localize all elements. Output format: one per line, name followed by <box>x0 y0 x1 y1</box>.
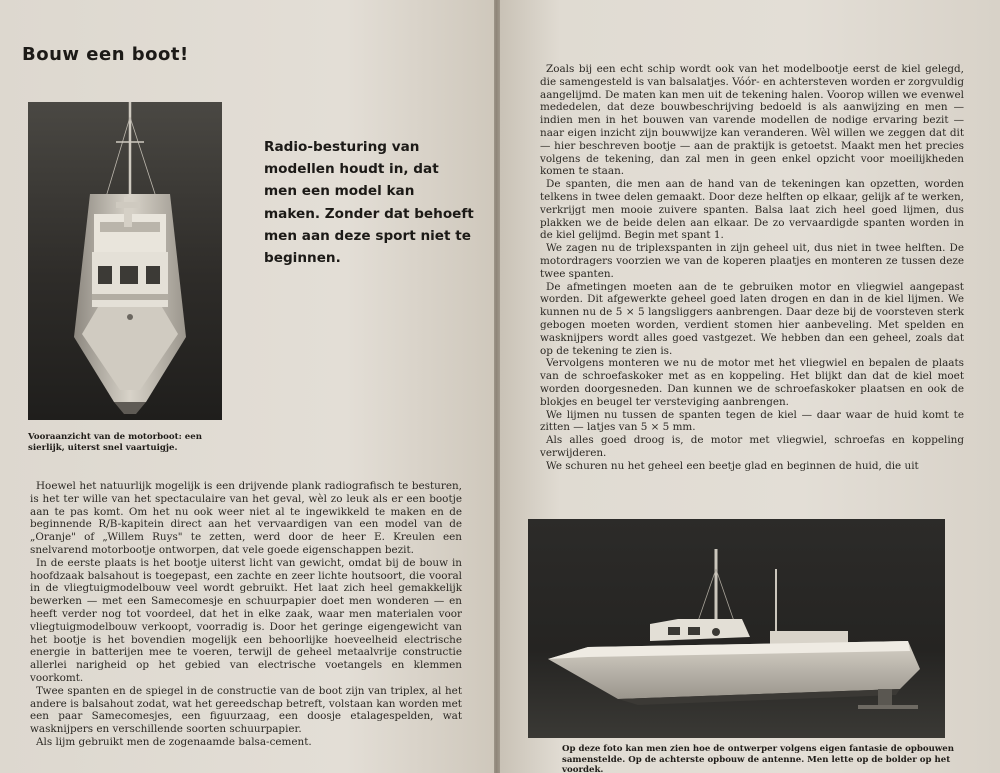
paragraph: De afmetingen moeten aan de te gebruiken motor en vliegwiel aangepast worden. Dit afgewerkte geheel goed laten drogen en dan in de kiel lijmen. We kunnen nu de 5 × 5 langsliggers aanbrengen. Daar deze bij de voorsteven sterk gebogen moeten worden, verdient stomen hier aanbeveling. Met spelden en wasknijpers wordt alles goed vastgezet. We hebben dan een geheel, zoals dat op de tekening te zien is. <box>540 280 964 357</box>
left-page <box>0 0 494 773</box>
paragraph: De spanten, die men aan de hand van de tekeningen kan opzetten, worden telkens in twee delen gemaakt. Door deze helften op elkaar, gelijk af te werken, verkrijgt men mooie zuivere spanten. Balsa laat zich heel goed lijmen, dus plakken we de beide delen aan elkaar. De zo vervaardigde spanten worden in de kiel gelijmd. Begin met spant 1. <box>540 178 964 242</box>
left-body-text <box>30 480 462 749</box>
right-page <box>500 0 1000 773</box>
paragraph: Als alles goed droog is, de motor met vliegwiel, schroefas en koppeling verwijderen. <box>540 434 964 459</box>
boat-front-photo <box>28 102 222 420</box>
paragraph: Zoals bij een echt schip wordt ook van het modelbootje eerst de kiel gelegd, die samengesteld is van balsalatjes. Vóór- en achtersteven worden er zorgvuldig aangelijmd. De maten kan men uit de tekening halen. Voorop willen we evenwel mededelen, dat deze bouwbeschrijving bedoeld is als aanwijzing en men — indien men in het bouwen van varende modellen de nodige ervaring bezit — naar eigen inzicht zijn bouwwijze kan veranderen. Wèl willen we zeggen dat dit — hier beschreven bootje — aan de praktijk is getoetst. Maakt men het precies volgens de tekening, dan zal men in geen enkel opzicht voor moeilijkheden komen te staan. <box>540 63 964 178</box>
paragraph: In de eerste plaats is het bootje uiterst licht van gewicht, omdat bij de bouw in hoofdzaak balsahout is toegepast, een zachte en zeer lichte houtsoort, die vooral in de vliegtuigmodelbouw veel wordt gebruikt. Het laat zich heel gemakkelijk bewerken — met een Samecomesje en schuurpapier doet men wonderen — en heeft verder nog tot voordeel, dat het in elke zaak, waar men materialen voor vliegtuigmodelbouw verkoopt, voorradig is. Door het geringe eigengewicht van het bootje is het bovendien mogelijk een behoorlijke hoeveelheid electrische energie in batterijen mee te voeren, terwijl de geheel metaalvrije constructie allerlei narigheid op het gebied van electrische voetangels en klemmen voorkomt. <box>30 556 462 684</box>
paragraph: We schuren nu het geheel een beetje glad en beginnen de huid, die uit <box>546 459 919 472</box>
article-title: Bouw een boot! <box>22 44 189 65</box>
intro-text: Radio-besturing van modellen houdt in, dat men een model kan maken. Zonder dat behoeft men aan deze sport niet te beginnen. <box>264 139 474 267</box>
paragraph: We zagen nu de triplexspanten in zijn geheel uit, dus niet in twee helften. De motordragers voorzien we van de koperen plaatjes en monteren ze tussen deze twee spanten. <box>540 242 964 280</box>
right-body-text <box>540 63 964 473</box>
paragraph: Als lijm gebruikt men de zogenaamde balsa-cement. <box>36 735 312 748</box>
paragraph: Vervolgens monteren we nu de motor met het vliegwiel en bepalen de plaats van de schroefaskoker met as en koppeling. Het blijkt dan dat de kiel moet worden doorgesneden. Dan kunnen we de schroefaskoker plaatsen en ook de blokjes en beugel ter versteviging aanbrengen. <box>540 357 964 408</box>
paragraph: We lijmen nu tussen de spanten tegen de kiel — daar waar de huid komt te zitten — latjes van 5 × 5 mm. <box>540 408 964 434</box>
paragraph: Hoewel het natuurlijk mogelijk is een drijvende plank radiografisch te besturen, is het ter wille van het spectaculaire van het geval, wèl zo leuk als er een bootje aan te pas komt. Om het nu ook weer niet al te ingewikkeld te maken en de beginnende R/B-kapitein direct aan het vervaardigen van een model van de „Oranje" of „Willem Ruys" te zetten, werd door de heer E. Kreulen een snelvarend motorbootje ontworpen, dat vele goede eigenschappen bezit. <box>30 480 462 556</box>
paragraph: Twee spanten en de spiegel in de constructie van de boot zijn van triplex, al het andere is balsahout zodat, wat het gereedschap betreft, volstaan kan worden met een paar Samecomesjes, een figuurzaag, een doosje etalagespelden, wat wasknijpers en verschillende soorten schuurpapier. <box>30 684 462 736</box>
boat-side-photo <box>528 519 945 738</box>
side-photo-caption: Op deze foto kan men zien hoe de ontwerper volgens eigen fantasie de opbouwen samenstelde. Op de achterste opbouw de antenne. Men lette op de bolder op het voordek. <box>562 744 955 773</box>
front-photo-caption: Vooraanzicht van de motorboot: een sierlijk, uiterst snel vaartuigje. <box>28 432 202 453</box>
